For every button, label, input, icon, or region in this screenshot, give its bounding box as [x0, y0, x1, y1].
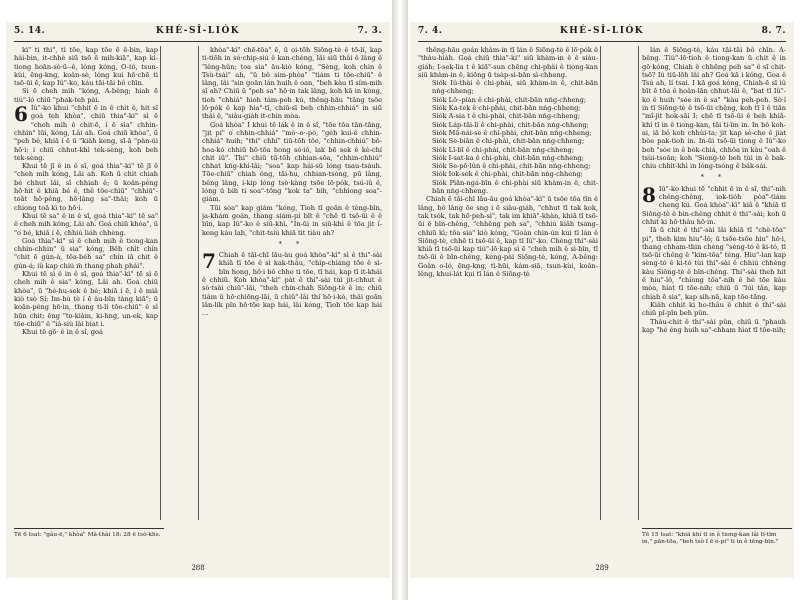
tribes-list — [418, 79, 598, 195]
chapter-number: 7 — [202, 249, 216, 274]
verse-paragraph: Sì ē cheh mih "kóng, A-bêng; hiah ē tiú"-ló chiū "phak-teh pài. — [14, 87, 158, 104]
verse-paragraph: kì" ti thi", ti tōe, kap tōe ē ē-bin, kap hái-bin, it-chhè siū tsō ē mih-kiā", kap kì-tiong hoān-sò·ū--ê, lóng kóng, O-tô, tsun-kùi, ēng-kng, koân-sè, lóng kui hō·chē ti tsō-ūi ē, kap Iû"-ko, káu tāi-tāi bô chīn. — [14, 46, 158, 88]
left-page-number: 288 — [191, 564, 205, 572]
left-header-chapter-ref: 7. 3. — [357, 26, 382, 36]
tribe-line: Siók A-sia t ê chi-phài, chit-bān nńg-chheng; — [432, 112, 581, 121]
left-text-column-1 — [14, 46, 158, 520]
cross-reference-margin — [603, 46, 635, 520]
verse-paragraph: Tūi soa" kap giám "kóng, Tioh tī goān ê tèng-bīn, ja-khám goán, thang siám-pí bīt ê "chē tī tsō-ūi ê ê bīn, kap Iû"-ko ê siū-khì. "In-ūi in siū-khì ê tōa jit í-keng káu lah, "chit-tsiú khiā tit tiàu ah? — [202, 203, 382, 237]
verse-text: Chiah ē tāi-chī lāu-àu goá khòa"-kì" sì ê thi"-sài khiā tī tōe ê sì kak-thâu, "chip-chiáng tōe ê sì-bīn hong, hō·i bô chhe ti tōe, tī hái, kap tī it-khái ê chhiū. Koh khòa"-kì" pàt ê thi"-sài tùi jit-chhut ê sò·tsài chiū"-lâi, "theh chin-cháh Siōng-tè ê in; chiū tiâm ū hō·chiōng-lāi, ū chiū"-lâi thí hō·i-kò, thâi goān lân-lik pīn hō·tōe kap hái, lâi kóng, Tioh tōe kap hái ... — [202, 251, 382, 318]
verse-paragraph: Khui tē sa" ê in ê sî, goá thia"-ki" tē sa" ê cheh mih kóng, Lâi ah. Goá chiū khòa", ū "o͘ bé, khiā í ē, chhiú liáh chhèng. — [14, 211, 158, 237]
column-divider — [600, 46, 601, 520]
right-header-rule — [418, 41, 786, 42]
tribe-line: Siók Láp-tāi-lí ê chi-phài, chit-bān nńg-chheng; — [432, 120, 589, 129]
verse-text: Iû"-ko khui tē "chhit ē in ê sî, thi"-nih chêng-chêng, iok-tióh pòa"-tiám cheng kú. Goá khòa"-kì" kiâ ê "khiā tī Siōng-tè ê bin-chêng chhit ê thi"-sài; koh ū chhit ki hō·thâu hō·in. — [642, 184, 786, 226]
right-page-header — [418, 26, 786, 40]
verse-paragraph: Khui tē gō· ê in ê sî, goá — [22, 328, 103, 337]
tribe-line: Siók Iû-thài ê chi-phài, siū khàm-in ê, chit-bān nńg-chheng; — [432, 79, 598, 96]
tribe-line: Siók Se-biān ê chi-phài, chit-bān nńg-chheng; — [432, 137, 585, 146]
verse-paragraph: Kiâh chhit ki ho-thâu ê chhit ê thi"-sài chiū pī-pîn beh pûn. — [642, 300, 786, 318]
cross-reference-margin — [163, 46, 195, 520]
chapter-number: 8 — [642, 182, 656, 207]
footnote-rule — [14, 528, 164, 529]
chapter-6-paragraph — [14, 104, 158, 162]
right-footnote: Tē 15 tsat: "khiā khí tī in ê tiong-kan lâi tī-tīm in," pān-tōa, "beh tsò I ē ó-pi" ti in ê tēng-bīn." — [642, 532, 779, 545]
left-text-column-2 — [202, 46, 382, 520]
right-text-column-1 — [418, 46, 598, 520]
tribe-line: Siók I-sat-ka ê chi-phài, chit-bān nńg-chheng; — [432, 153, 584, 162]
left-header-rule — [14, 41, 382, 42]
verse-paragraph: khòa"-kì" chē-tōa" ē, ū oi-tōh Siōng-tè ê tō-lí, kap ti-tiōh in só·chip-siú ê kan-chèng, lâi siū thâi ê lâng ê "lêng-hûn; toa sia" āu-kiò kóng, "Sèng, koh chin ê Tsù-tsái" ah, "ū bô sim-phòa" "tiám ti tōe-chiū" ê lâng, lâi "sin goān lán huih ê oan, "beh kàu tī sím-mih sî ah? Chiū ū "peh sa" hō·in tak lâng, koh kā in kóng, tioh "chhiá" hioh tám-poh kú, thêng-hāu "tāng tsōe lō·pók ê kap hia"-tī, chiū-sī beh chhin-chhiá" in siū thâi ê, "siâu-giáh it-chin mòa. — [202, 46, 382, 121]
column-divider — [160, 46, 161, 520]
tribe-line: Siók Se-pō·lûn ê chi-phài, chit-bān nńg-chheng; — [432, 162, 591, 171]
verse-paragraph: Iā ū chit ê thi"-sài lâi khiā tī "chè-tōa" pi", theh kim hiu"-lô; ū tsōe-tsōe hiu" hō·i, thang chham-thin chèng "sèng-tó ê ki-tó, tī tsō-ūi chêng ê "kim-tōa" téng. Hiu"-lan kap sèng-tó ê ki-tó tùi thi"-sài ê chhiú chhèng kàu Siōng-tè ê bīn-chêng. Thi"-sài theh hit ê hiu"-lô, "chiong tōa"-nih ê hé tōe kàu mòa, hiat tī tōe-nih; chiū ū "lúi tân, kap chiah ē sia", kap sih-nā, kap tōe-tāng. — [642, 226, 786, 301]
chapter-7-paragraph — [202, 251, 382, 317]
left-header-title: KHÉ-SÎ-LIÓK — [155, 26, 241, 36]
footnote-rule — [642, 528, 792, 529]
right-page — [410, 22, 794, 578]
tribe-line: Siók Piān-ngá-bīn ê chi-phài siū khàm-in ê, chit-bān nńg-chheng. — [432, 178, 598, 196]
tribe-line: Siók Lī-bī ê chi-phài, chit-bān nńg-chheng; — [432, 145, 574, 154]
right-header-verse-ref: 7. 4. — [418, 26, 443, 36]
book-gutter — [392, 0, 408, 600]
section-divider-stars: * * — [278, 239, 306, 248]
verse-paragraph: Goá thia"-kì" sì ē cheh mih ê tiong-kan chhin-chhin" ū sia" kóng, Bêh chit chín "chit ē gún-á, tōa-béh sa" chín iā chit ê gún-á; iû kap chiú m̄ thang phah phái". — [14, 236, 158, 270]
left-footnote: Tē 6 tsat: "gâu-ē," khòa" Mâ-thài 18: 28 ē tsò-khs. — [14, 532, 161, 538]
tribe-line: Siók Ka-tek ê chi-phài, chit-bān nńg-chheng; — [432, 104, 581, 113]
verse-paragraph: Thâu-chit ê thi"-sài pûn, chiū ū "phauh kap "hé éng huih sa"-chham hiat tī tōe-nih; — [642, 317, 786, 334]
chapter-8-paragraph — [642, 182, 786, 226]
column-divider — [638, 46, 639, 520]
left-page — [6, 22, 390, 578]
right-text-column-2 — [642, 46, 786, 520]
tribe-line: Siók Iok-sek ê chi-phài, chit-bān nńg-chheng; — [432, 170, 583, 179]
column-divider — [198, 46, 199, 520]
verse-paragraph: Khui tē sì ê in ê sî, goá thia"-kì" tē sì ē cheh mih ê sia" kóng, Lâi ah. Goá chiū khòa", ū "hé-hu-sek ê bé; khiā í ē, í ê miâ kiò tsò Sí; Im-hú tè í ē âu-bīn tàng kiā"; ū koān-pêng hō·in, thang ti-lí tōe-chiū" ê sì hūn chit; ēng "to-kiàm, ki-hng, un-ek, kap tōe-chiū" ê "iá-siù lâi biat i. — [14, 270, 158, 328]
verse-paragraph: lán ê Siōng-tè, káu tāi-tāi bô chīn. A-bêng. Tiú"-lō·tioh ê tiong-kan ū chit ê in gō·kóng, Chiah ê chhēng peh sa" ê sī chit-tsō? Iû tiū-lōh lâi ah? Goá kā i kóng, Goa ê Tsú ah, lí tsai. I kā goá kóng, Chiah-ē sī iû bīt ē tōa ê hoân-lān chhut-lâi ê, "bat tī Iû"-ko ê huih "sóe in ê sa" "kàu peh-peh. Sò·í in tī Siōng-tè ê tsō-ūi chêng, koh tī I ê tiān "mî-jit hok-sāi I; chē tī tsō-ūi ê beh khiā-khí tī in ê tiong-kan, tāi ti-īm in. In bô koh-ai, iā bô koh chhùi-ta; jit kap sè-che ê jiat bòe pak-tioh in. In-ūi tsō-ūi tiong ê Iû"-ko beh "sóe in ê bòk-chiá, chhōa in kàu "oah ê tsùi-tsoān; koh "Siong-tè beh tùi in ê bak-chiu chhit-khì in lóng-tsóng ê bák-sái. — [642, 46, 786, 171]
chapter-number: 6 — [14, 102, 28, 127]
left-header-verse-ref: 5. 14. — [14, 26, 46, 36]
right-header-title: KHÉ-SÎ-LIÓK — [559, 26, 645, 36]
verse-paragraph: thêng-hāu goán khàm-in tī lán ê Siōng-tè ê lō·pók ê "thàu-hiàh. Goá chiū thia"-ki" siū khàm-in ê ê siàu-giáh; I-sek-lia t ê kiā"-sun chēng chi-phài ê tiong-kan siū khàm-in ê, kiōng ū tsáp-sì-bān sì-chheng. — [418, 46, 598, 79]
tribe-line: Siók Lō·-piàn ê chi-phài, chit-bān nńg-chheng; — [432, 95, 587, 104]
right-header-chapter-ref: 8. 7. — [761, 26, 786, 36]
verse-paragraph: Goá khòa" I khui tē lák ê in ê sî, "tōe tōa tān-tāng, "jit pí" o͘ chhin-chhiá" "mò·-o·-pò, "géh kui-ê chhin-chhiá" huih; "thi" chhí" tiū-tōh tōe, "chhin-chhiú" bô-hoa-kó chhiū hō·tōa hong só·iô, lak bē sek ê kè-chí chit iū". Thi" chiū tū-tōh chhian-sōa, "chhin-chhiú" chhat kńg-khí-lâi; "soa" kap hái-sū lóng tsau-tsáuh. Tōe-chiū" chiah ông, tāi-hu, chhian-tsóng, pū lâng, bêng lâng, í-kip lóng tsò·kàng tsōe lō·pók, tsú-iû ê, lóng ū bih ti soa"-tōng "kok ta" bih, "chhiong soa"-giám. — [202, 120, 382, 204]
left-page-header — [14, 26, 382, 40]
right-page-number: 289 — [595, 564, 609, 572]
verse-paragraph: Chiah ē tāi-chī lāu-āu goá khòa"-kì" ū tsōe tōa tīn ê lâng, bô lâng ōe sng i ē siàu-giáh, "chhut tī tak kok, tak tsók, tak hō·peh-sì", tak im khiā"-khàn, khiā tī tsō-ūi ê bīn-chêng, "chhēng peh sa", "chhiú kiâh tsang-chhiū kì; tōa sia" kiò kóng, "Goán chin-ún kui tī lán ê Siōng-tè, chhē ti tsō-ūi ê, kap tī Iû"-ko. Chèng thi"-sài khiā tī tsō-ūi kap tiú"-lō·kap sì ē "cheh mih ê sì-bīn, tī tsō-ūi ê bīn-chêng, kèng-pài Siōng-tè, kóng, A-bêng: Goân o-ló, ēng-kng, tì-hūi, kám-siā, tsun-kùi, koân-lêng, khui-lát kui tī lán ê Siōng-tè — [418, 195, 598, 279]
verse-paragraph: Khui tē jī ê in ê sî, goá thia"-ki" tē jī ê "cheh mih kóng, Lâi ah. Koh ū chit chiah bé chhut lâi, sī chhiah ê; ū koân-pêng hō·hit ê khiā bé ê, thê tōe-chiū" "chhiū"-toāt hō·pêng, hō·lâng sa"-thâi; koh ū chiong toā kì to hō·i. — [14, 162, 158, 212]
tribe-line: Siók Mā-nái-se ê chi-phài, chit-bān nńg-chheng; — [432, 128, 592, 137]
section-divider-stars: * * — [700, 173, 728, 182]
verse-text: Iû"-ko khui "chhit ē in ê chìt ê, hit sî goá teh khòa", chiū thia"-ki" sì ē "cheh mih ê chit-ē, í ē sia" chhin-chhin" lūi, kóng, Lâi ah. Goá chiū khòa", ū "peh bé, khiā í ē ū "kiâh keng, sī-ā "pàn-ŭi hō·i; i chiū chhut-khì tek-sèng, koh beh tek-sèng. — [14, 104, 158, 162]
